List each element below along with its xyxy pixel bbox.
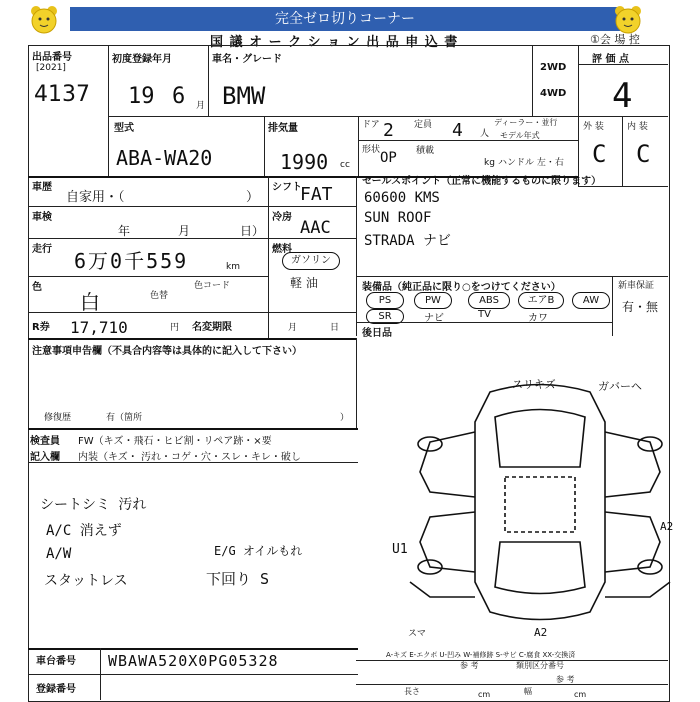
equip-navi: ナビ [424,313,444,324]
inspector-note-right-1: E/G オイルもれ [214,544,303,558]
car-history-close: ） [246,190,260,205]
inspector-label: 検査員 [30,436,60,447]
interior-value: C [636,140,651,168]
sales-point-2: SUN ROOF [364,210,432,226]
notes-label: 注意事項申告欄（不具合内容等は具体的に記入して下さい） [32,346,302,357]
inspector-row2: 内装（キズ・ 汚れ・コゲ・穴・スレ・キレ・破し [78,452,301,463]
exterior-label: 外 装 [583,122,604,132]
color-value: 白 [80,290,100,314]
shift-label: シフト [272,182,302,193]
bear-mascot-icon [612,4,644,34]
first-reg-year: 19 [128,84,155,109]
recycle-value: 17,710 [70,318,128,337]
exhibit-label: 出品番号 [32,52,72,63]
equip-sr: SR [366,309,404,324]
model-year-label: モデル年式 [500,131,540,140]
class-number-label: 類別区分番号 [516,661,564,670]
name-change-day: 日 [330,323,340,333]
repair-history-close: ） [340,413,350,423]
displacement-unit: cc [340,160,350,170]
doors-value: 2 [383,120,394,141]
damage-mark-1: スリキズ [512,378,556,391]
mileage-label: 走行 [32,244,52,255]
length-unit: cm [478,690,491,699]
damage-mark-6: スマ [408,629,426,639]
aircon-value: AAC [300,218,331,238]
chassis-label: 車台番号 [36,656,76,667]
new-warranty-value: 有・無 [622,300,659,314]
fuel-gasoline: ガソリン [282,252,340,270]
model-value: ABA-WA20 [116,146,213,170]
damage-mark-3: A2 [660,520,674,533]
equip-ps: PS [366,292,404,309]
color-label: 色 [32,282,42,293]
drive-2wd: 2WD [540,62,567,73]
width-unit: cm [574,690,587,699]
name-change-month: 月 [288,323,298,333]
exhibit-number: 4137 [34,82,90,107]
inspection-month-unit: 月 [178,224,191,238]
capacity-value: 4 [452,120,463,141]
inspection-label: 車検 [32,212,52,223]
shape-value: OP [380,150,397,166]
name-change-label: 名変期限 [192,322,232,333]
inspector-note-2: A/C 消えず [46,523,122,539]
model-label: 型式 [114,123,134,134]
mileage-unit: km [226,262,240,272]
exterior-value: C [592,140,607,168]
car-history-label: 車歴 [32,182,52,193]
equip-airbag: エアB [518,292,564,309]
car-name-value: BMW [222,82,266,110]
car-name-label: 車名・グレード [212,54,282,65]
inspector-note-1: シートシミ 汚れ [40,497,147,513]
damage-mark-2: ガバーヘ [598,380,642,393]
mileage-value: 6万0千559 [74,249,189,273]
equip-leather: カワ [528,313,548,324]
repair-history-label: 修復歴 [44,413,72,423]
bear-mascot-icon [28,4,60,34]
inspector-note-right-2: 下回り S [206,570,270,588]
fuel-label: 燃料 [272,244,292,255]
car-damage-diagram [400,372,680,632]
sales-points-label: セールスポイント（正常に機能するものに限ります） [362,176,602,187]
equip-aw: AW [572,292,610,309]
shift-value: FAT [300,184,333,205]
displacement-value: 1990 [280,150,329,174]
reference-label-2: 参 考 [556,675,575,684]
damage-mark-5: A2 [534,626,548,639]
shape-label: 形状 [362,145,381,155]
capacity-label: 定員 [414,120,433,130]
width-label: 幅 [524,687,532,696]
first-reg-month: 6 [172,84,186,109]
load-unit: kg [484,158,495,168]
handle-label: ハンドル 左・右 [498,158,564,168]
banner-title: 完全ゼロ切りコーナー [70,7,620,31]
repair-history-value: 有（箇所 [106,413,143,423]
sales-point-1: 60600 KMS [364,190,440,206]
equip-pw: PW [414,292,452,309]
length-label: 長さ [404,687,420,696]
capacity-unit: 人 [480,129,490,139]
chassis-value: WBAWA520X0PG05328 [108,652,279,670]
equipment-label: 装備品（純正品に限り○をつけてください） [362,282,561,293]
inspector-note-4: スタットレス [44,573,128,589]
inspector-row1: FW（キズ・飛石・ヒビ割・リペア跡・×要 [78,436,272,447]
interior-label: 内 装 [627,122,648,132]
registration-label: 登録番号 [36,684,76,695]
reference-label-1: 参 考 [460,661,479,670]
equip-abs: ABS [468,292,510,309]
new-warranty-label: 新車保証 [618,281,655,291]
inspector-note-3: A/W [46,546,72,562]
grade-label: 評 価 点 [592,54,629,65]
inspection-year-unit: 年 [118,224,131,238]
color-change-label: 色替 [150,291,169,301]
damage-mark-4: U1 [392,542,408,557]
entry-label: 記入欄 [30,452,60,463]
load-label: 積載 [416,146,435,156]
recycle-unit: 円 [170,323,180,333]
displacement-label: 排気量 [268,123,298,134]
car-history-value: 自家用・（ [66,190,125,205]
doors-label: ドア [362,120,380,130]
recycle-label: R券 [32,322,50,333]
fuel-diesel: 軽 油 [290,276,318,290]
exhibit-year: [2021] [36,63,66,73]
sales-point-3: STRADA ナビ [364,233,452,249]
first-reg-label: 初度登録年月 [112,54,172,65]
auction-form-title: 国 議 オ ー ク シ ョ ン 出 品 申 込 書 [210,35,459,50]
aircon-label: 冷房 [272,212,292,223]
drive-4wd: 4WD [540,88,567,99]
grade-value: 4 [612,76,633,116]
equip-tv: TV [478,309,491,320]
venue-copy-label: ①会 場 控 [590,33,640,46]
inspection-day-unit: 日） [240,224,265,238]
rear-items-label: 後日品 [362,328,392,339]
dealer-label: ディーラー・並行 [494,118,558,127]
damage-legend: A-キズ E-エクボ U-凹み W-補修跡 S-サビ C-腐食 XX-交換済 [386,651,576,659]
first-reg-month-unit: 月 [196,101,206,111]
color-code-label: 色コード [194,281,231,291]
